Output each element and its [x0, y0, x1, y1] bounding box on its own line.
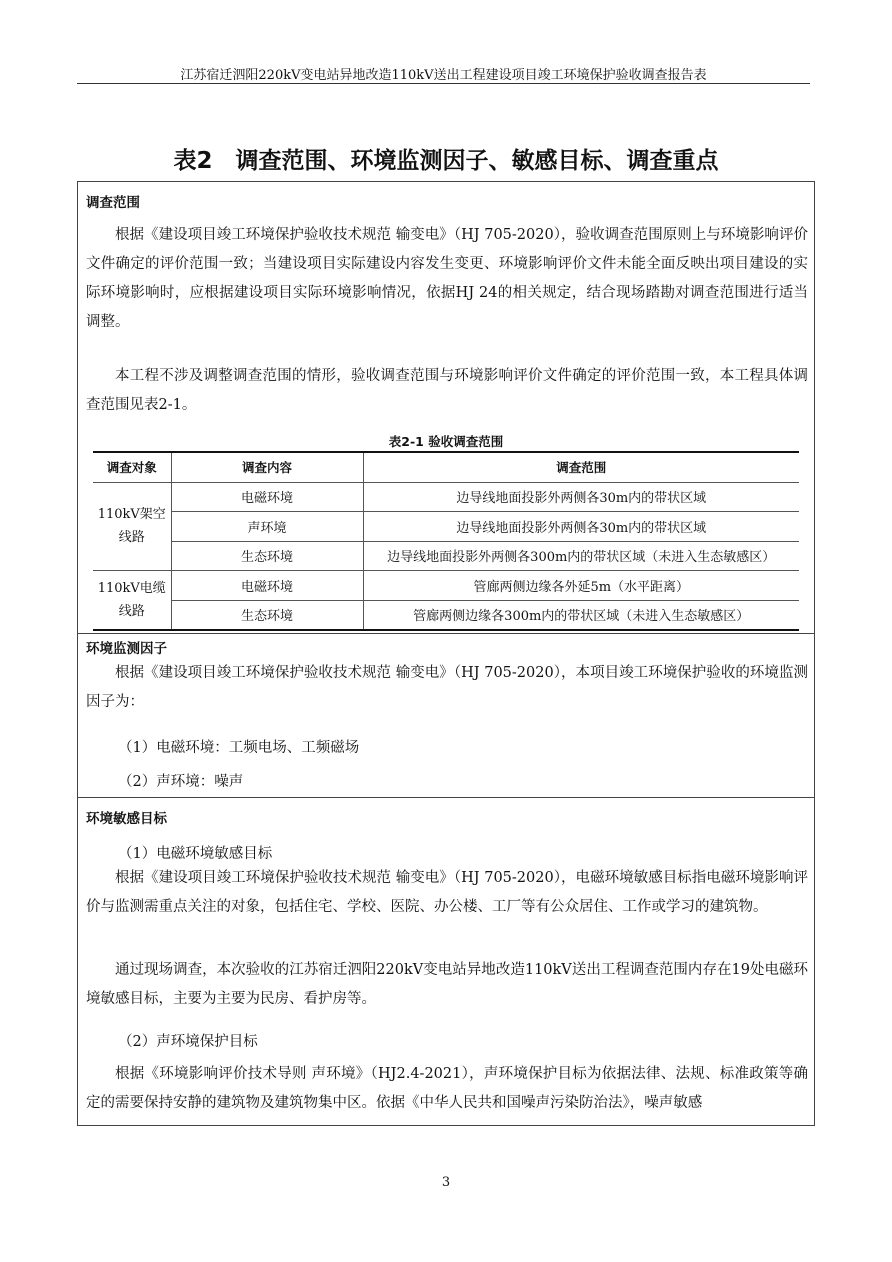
table-row: [93, 512, 799, 542]
table-row: [93, 541, 799, 571]
table-row: [93, 600, 799, 630]
table-caption: 表2-1 验收调查范围: [388, 434, 504, 449]
factor-item-2: （2）声环境：噪声: [118, 774, 244, 790]
factors-paragraph: 根据《建设项目竣工环境保护验收技术规范 输变电》（HJ 705-2020），本项目竣工环境保护验收的环境监测因子为：: [86, 665, 808, 710]
section-title-sensitive: 环境敏感目标: [86, 811, 167, 827]
page-number: 3: [441, 1175, 451, 1190]
row-range: 边导线地面投影外两侧各30m内的带状区域: [363, 482, 799, 512]
section-title-scope: 调查范围: [86, 195, 140, 211]
sensitive-paragraph-2: 通过现场调查，本次验收的江苏宿迁泗阳220kV变电站异地改造110kV送出工程调查范围内存在19处电磁环境敏感目标，主要为主要为民房、看护房等。: [86, 962, 808, 1007]
table-row: [93, 571, 799, 601]
table-row: [93, 482, 799, 512]
page-header: 江苏宿迁泗阳220kV变电站异地改造110kV送出工程建设项目竣工环境保护验收调查报告表: [180, 68, 707, 83]
sensitive-item-1: （1）电磁环境敏感目标: [118, 846, 273, 862]
header-range: 调查范围: [363, 452, 799, 482]
row-content: 生态环境: [171, 541, 363, 571]
row-range: 管廊两侧边缘各300m内的带状区域（未进入生态敏感区）: [363, 600, 799, 630]
sensitive-paragraph-3: 根据《环境影响评价技术导则 声环境》（HJ2.4-2021），声环境保护目标为依据法律、法规、标准政策等确定的需要保持安静的建筑物及建筑物集中区。依据《中华人民共和国噪声污染防治法》，噪声敏感: [86, 1066, 808, 1111]
header-content: 调查内容: [171, 452, 363, 482]
sensitive-paragraph-1: 根据《建设项目竣工环境保护验收技术规范 输变电》（HJ 705-2020），电磁环境敏感目标指电磁环境影响评价与监测需重点关注的对象，包括住宅、学校、医院、办公楼、工厂等有公众居住、工作或学习的建筑物。: [86, 870, 808, 915]
header-rule: [77, 83, 810, 84]
section-divider: [77, 633, 815, 634]
scope-paragraph-1: 根据《建设项目竣工环境保护验收技术规范 输变电》（HJ 705-2020），验收调查范围原则上与环境影响评价文件确定的评价范围一致；当建设项目实际建设内容发生变更、环境影响评价文件未能全面反映出项目建设的实际环境影响时，应根据建设项目实际环境影响情况，依据HJ 24的相关规定，结合现场踏勘对调查范围进行适当调整。: [86, 227, 808, 330]
survey-scope-table: [93, 451, 799, 631]
section-divider: [77, 797, 815, 798]
table-header-row: [93, 452, 799, 482]
header-object: 调查对象: [93, 452, 171, 482]
row-range: 边导线地面投影外两侧各300m内的带状区域（未进入生态敏感区）: [363, 541, 799, 571]
object-overhead-line: 110kV架空线路: [93, 482, 171, 571]
object-cable-line: 110kV电缆线路: [93, 571, 171, 631]
scope-paragraph-2: 本工程不涉及调整调查范围的情形，验收调查范围与环境影响评价文件确定的评价范围一致，本工程具体调查范围见表2-1。: [86, 368, 808, 413]
factor-item-1: （1）电磁环境：工频电场、工频磁场: [118, 740, 360, 756]
row-content: 声环境: [171, 512, 363, 542]
row-content: 生态环境: [171, 600, 363, 630]
row-range: 边导线地面投影外两侧各30m内的带状区域: [363, 512, 799, 542]
row-content: 电磁环境: [171, 571, 363, 601]
row-content: 电磁环境: [171, 482, 363, 512]
section-title-factors: 环境监测因子: [86, 641, 167, 657]
sensitive-item-2: （2）声环境保护目标: [118, 1034, 258, 1050]
page-title: 表2 调查范围、环境监测因子、敏感目标、调查重点: [173, 148, 719, 174]
row-range: 管廊两侧边缘各外延5m（水平距离）: [363, 571, 799, 601]
